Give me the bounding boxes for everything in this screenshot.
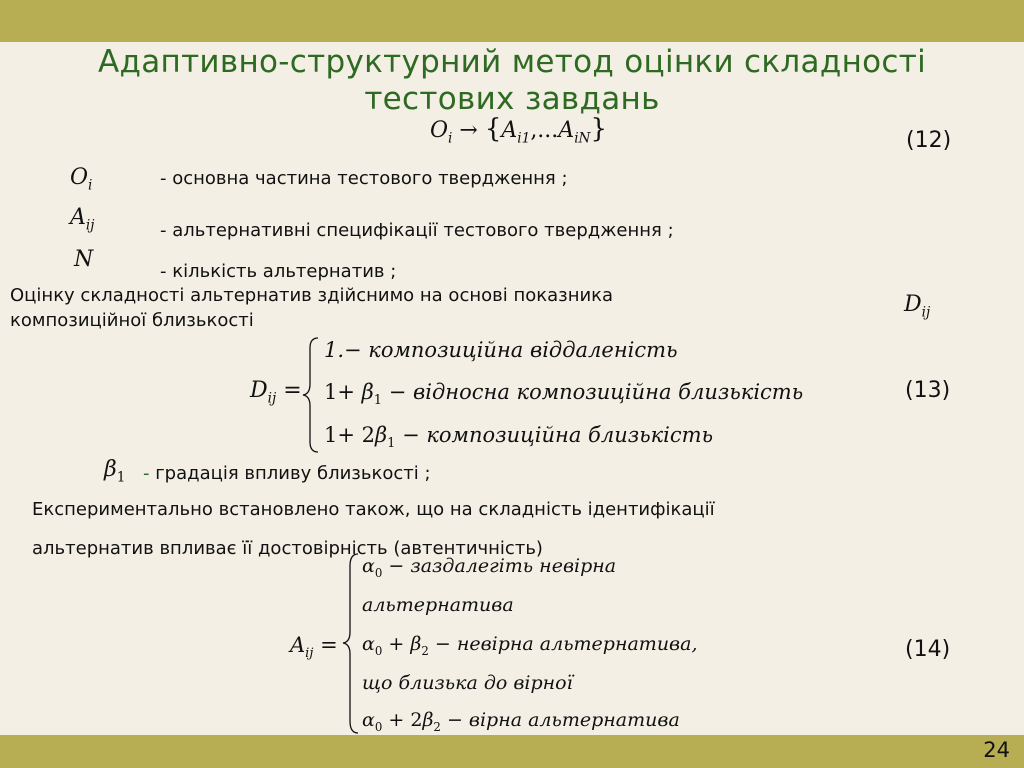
def-aij-sym: A <box>70 205 86 230</box>
eq14-line-1 <box>362 555 616 580</box>
eq13-lhs <box>250 378 302 406</box>
experiment-line-2: альтернатив впливає її достовірність (автентичність) <box>32 538 543 559</box>
eq14-lhs <box>290 633 338 661</box>
eq14-lhs-sym: A <box>290 633 306 657</box>
eq14-l3-alpha-sub: 0 <box>374 643 383 658</box>
eq12-arrow: → <box>459 118 478 143</box>
eq14-l3-beta: β <box>410 633 422 655</box>
def-oi-sub: i <box>88 177 93 194</box>
beta-def-symbol <box>104 457 125 485</box>
eq14-l1-post: − заздалегіть невірна <box>382 555 617 577</box>
eq14-l5-post: − вірна альтернатива <box>440 709 680 731</box>
slide-title: Адаптивно-структурний метод оцінки складності тестових завдань <box>97 44 927 117</box>
intro-line-2: композиційної близькості <box>10 310 254 331</box>
page-number: 24 <box>983 738 1010 762</box>
eq14-line-2: альтернатива <box>362 594 514 616</box>
def-n-sym: N <box>74 247 94 272</box>
eq13-case3-pre: 1+ 2 <box>324 423 375 447</box>
eq13-case2-beta-sub: 1 <box>373 393 383 409</box>
equation-number-12: (12) <box>906 128 952 153</box>
top-bar <box>0 0 1024 42</box>
def-symbol-n <box>74 247 93 272</box>
eq14-lhs-sub: ij <box>305 646 314 662</box>
eq14-line-4: що близька до вірної <box>362 672 573 694</box>
eq14-l1-alpha-sub: 0 <box>374 565 383 580</box>
def-text-aij: - альтернативні специфікації тестового твердження ; <box>160 220 674 241</box>
eq13-case-3 <box>324 423 713 451</box>
eq13-case-1: 1.− композиційна віддаленість <box>324 338 678 362</box>
eq13-case2-post: − відносна композиційна близькість <box>382 380 804 404</box>
eq13-case-2 <box>324 380 803 408</box>
eq12-aN-sub: iN <box>574 130 591 147</box>
bottom-bar <box>0 735 1024 768</box>
eq13-lhs-sym: D <box>250 378 268 403</box>
eq13-case2-pre: 1+ <box>324 380 362 404</box>
eq14-l5-mid: + 2 <box>382 709 423 731</box>
eq14-l3-alpha: α <box>362 633 375 655</box>
dij-sub: ij <box>921 304 931 321</box>
def-aij-sub: ij <box>85 217 95 234</box>
def-oi-sym: O <box>70 165 89 190</box>
eq14-l3-mid: + <box>382 633 411 655</box>
intro-line-1: Оцінку складності альтернатив здійснимо на основі показника <box>10 285 614 306</box>
eq12-dots: ,... <box>530 118 559 143</box>
beta-def-text <box>143 463 431 484</box>
dij-symbol <box>904 292 930 320</box>
eq13-case2-beta: β <box>361 380 374 404</box>
equation-number-14: (14) <box>905 637 951 662</box>
dij-sym: D <box>904 292 922 317</box>
def-symbol-aij <box>70 205 94 233</box>
eq14-l5-alpha-sub: 0 <box>374 719 383 734</box>
eq14-l3-beta-sub: 2 <box>421 643 429 658</box>
eq13-case3-beta: β <box>375 423 388 447</box>
def-text-oi: - основна частина тестового твердження ; <box>160 168 568 189</box>
beta-def-sub: 1 <box>116 469 126 486</box>
equation-12 <box>430 114 607 146</box>
eq14-l5-beta-sub: 2 <box>433 719 441 734</box>
beta-def-desc: градація впливу близькості ; <box>149 463 431 484</box>
eq13-lhs-sub: ij <box>267 390 277 407</box>
def-text-n: - кількість альтернатив ; <box>160 261 397 282</box>
eq13-case3-beta-sub: 1 <box>387 436 396 452</box>
def-symbol-oi <box>70 165 92 193</box>
beta-def-sym: β <box>104 457 117 482</box>
eq14-l5-beta: β <box>422 709 434 731</box>
eq13-brace <box>300 336 322 454</box>
eq14-l3-post: − невірна альтернатива, <box>428 633 698 655</box>
eq12-lhs: O <box>430 118 449 143</box>
eq12-brace-open: { <box>484 114 502 144</box>
eq12-lhs-sub: i <box>448 130 453 147</box>
beta-def-dash: - <box>143 463 150 484</box>
eq12-aN: A <box>558 118 575 143</box>
eq14-equals: = <box>320 633 338 657</box>
eq14-l5-alpha: α <box>362 709 375 731</box>
eq13-case3-post: − композиційна близькість <box>395 423 713 447</box>
eq14-brace <box>340 552 362 735</box>
equation-number-13: (13) <box>905 378 951 403</box>
experiment-line-1: Експериментально встановлено також, що на складність ідентифікації <box>32 499 715 520</box>
eq12-a1-sub: i1 <box>517 130 531 147</box>
eq12-brace-close: } <box>590 114 608 144</box>
eq14-l1-alpha: α <box>362 555 375 577</box>
eq12-a1: A <box>501 118 518 143</box>
eq14-line-3 <box>362 633 697 658</box>
eq13-equals: = <box>283 378 302 403</box>
eq14-line-5 <box>362 709 680 734</box>
